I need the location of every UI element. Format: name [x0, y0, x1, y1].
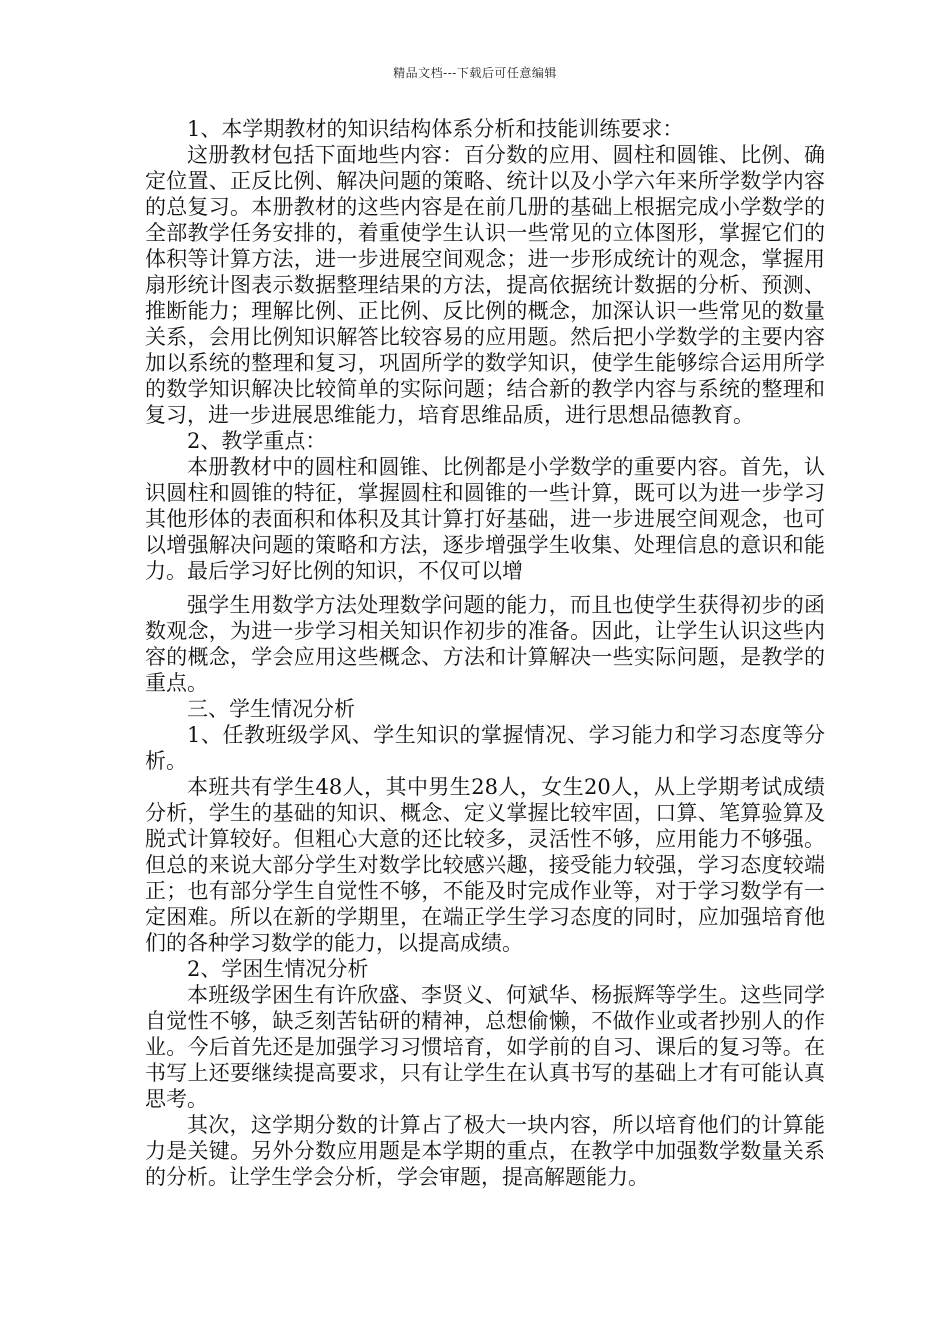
section-heading-knowledge-structure: 1、本学期教材的知识结构体系分析和技能训练要求：	[187, 117, 684, 141]
paragraph-struggling-students: 本班级学困生有许欣盛、李贤义、何斌华、杨振辉等学生。这些同学自觉性不够，缺乏刻苦钻研的精神，总想偷懒，不做作业或者抄别人的作业。今后首先还是加强学习习惯培育，如学前的自习、课后的复习等。在书写上还要继续提高要求，只有让学生在认真书写的基础上才有可能认真思考。	[145, 983, 825, 1111]
paragraph-teaching-focus-continued: 强学生用数学方法处理数学问题的能力，而且也使学生获得初步的函数观念，为进一步学习相关知识作初步的准备。因此，让学生认识这些内容的概念，学会应用这些概念、方法和计算解决一些实际问题，是教学的重点。	[145, 593, 825, 695]
paragraph-teaching-focus: 本册教材中的圆柱和圆锥、比例都是小学数学的重要内容。首先，认识圆柱和圆锥的特征，掌握圆柱和圆锥的一些计算，既可以为进一步学习其他形体的表面积和体积及其计算打好基础，进一步进展空间观念，也可以增强解决问题的策略和方法，逐步增强学生收集、处理信息的意识和能力。最后学习好比例的知识，不仅可以增	[145, 455, 825, 583]
paragraph-textbook-content: 这册教材包括下面地些内容：百分数的应用、圆柱和圆锥、比例、确定位置、正反比例、解决问题的策略、统计以及小学六年来所学数学内容的总复习。本册教材的这些内容是在前几册的基础上根据完成小学数学的全部教学任务安排的，着重使学生认识一些常见的立体图形，掌握它们的体积等计算方法，进一步进展空间观念；进一步形成统计的观念，掌握用扇形统计图表示数据整理结果的方法，提高依据统计数据的分析、预测、推断能力；理解比例、正比例、反比例的概念，加深认识一些常见的数量关系，会用比例知识解答比较容易的应用题。然后把小学数学的主要内容加以系统的整理和复习，巩固所学的数学知识，使学生能够综合运用所学的数学知识解决比较简单的实际问题；结合新的教学内容与系统的整理和复习，进一步进展思维能力，培育思维品质，进行思想品德教育。	[145, 143, 825, 427]
section-heading-teaching-focus: 2、教学重点：	[187, 429, 327, 453]
paragraph-calculation-ability: 其次，这学期分数的计算占了极大一块内容，所以培育他们的计算能力是关键。另外分数应用题是本学期的重点，在教学中加强数学数量关系的分析。让学生学会分析，学会审题，提高解题能力。	[145, 1113, 825, 1189]
section-heading-struggling-students: 2、学困生情况分析	[187, 957, 369, 981]
section-heading-class-analysis: 1、任教班级学风、学生知识的掌握情况、学习能力和学习态度等分析。	[145, 723, 825, 773]
section-heading-student-analysis: 三、学生情况分析	[187, 697, 355, 721]
page-header: 精品文档---下载后可任意编辑	[393, 66, 557, 80]
document-body	[145, 116, 825, 1190]
paragraph-class-analysis: 本班共有学生48人，其中男生28人，女生20人，从上学期考试成绩分析，学生的基础的知识、概念、定义掌握比较牢固，口算、笔算验算及脱式计算较好。但粗心大意的还比较多，灵活性不够，应用能力不够强。但总的来说大部分学生对数学比较感兴趣，接受能力较强，学习态度较端正；也有部分学生自觉性不够，不能及时完成作业等，对于学习数学有一定困难。所以在新的学期里，在端正学生学习态度的同时，应加强培育他们的各种学习数学的能力，以提高成绩。	[145, 775, 825, 955]
